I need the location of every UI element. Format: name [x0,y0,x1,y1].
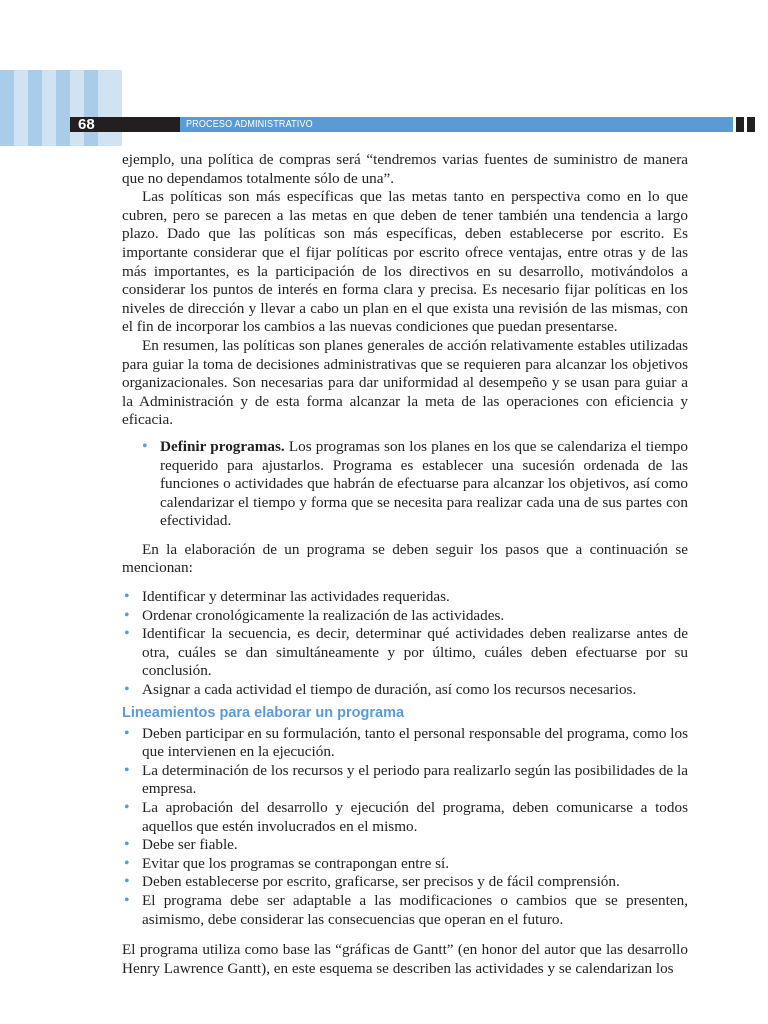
paragraph: ejemplo, una política de compras será “tendremos varias fuentes de suministro de manera que no dependamos totalmente sólo de una”. [122,151,688,187]
definition-item [160,438,688,531]
stripe [56,70,70,146]
steps-list [122,588,688,700]
stripe [98,70,122,146]
header-end-mark [747,117,755,132]
list-item: • Ordenar cronológicamente la realización de las actividades. [142,607,688,626]
running-head: PROCESO ADMINISTRATIVO [186,119,313,130]
page-body [122,151,688,978]
list-item: • La determinación de los recursos y el periodo para realizarlo según las posibilidades de la empresa. [142,762,688,799]
paragraph: En resumen, las políticas son planes generales de acción relativamente estables utilizadas para guiar la toma de decisiones administrativas que se requieren para alcanzar los objetivos organizacionales. Son necesarias para dar uniformidad al desempeño y se usan para guiar a la Administración y de esta forma alcanzar la meta de las operaciones con eficiencia y eficacia. [122,336,688,429]
list-item: • El programa debe ser adaptable a las modificaciones o cambios que se presenten, asimismo, debe considerar las consecuencias que operan en el futuro. [142,892,688,929]
list-item: • Deben participar en su formulación, tanto el personal responsable del programa, como los que intervienen en la ejecución. [142,725,688,762]
page-number: 68 [78,116,95,133]
definition-text: Los programas son los planes en los que se calendariza el tiempo requerido para ajustarlos. Programa es establecer una sucesión ordenada de las funciones o actividades que habrán de efectuarse para alcanzar los objetivos, así como calendarizar el tiempo y forma que se necesita para realizar cada una de sus partes con efectividad. [160,437,688,530]
list-item: • La aprobación del desarrollo y ejecución del programa, deben comunicarse a todos aquellos que estén involucrados en el mismo. [142,799,688,836]
stripe [84,70,98,146]
header-bar [70,117,685,132]
list-item: • Evitar que los programas se contrapongan entre sí. [142,855,688,874]
list-item: • Identificar la secuencia, es decir, determinar qué actividades deben realizarse antes de otra, cuáles se dan simultáneamente y por último, cuáles deben efectuarse por su conclusión. [142,625,688,681]
section-heading: Lineamientos para elaborar un programa [122,704,405,721]
list-item: • Debe ser fiable. [142,836,688,855]
stripe [28,70,42,146]
stripe [14,70,28,146]
paragraph: El programa utiliza como base las “gráficas de Gantt” (en honor del autor que las desarrollo Henry Lawrence Gantt), en este esquema se describen las actividades y se calendarizan los [122,941,688,977]
list-item: • Asignar a cada actividad el tiempo de duración, así como los recursos necesarios. [142,681,688,700]
header-end-mark [736,117,744,132]
stripe [0,70,14,146]
definition-list [122,438,688,531]
paragraph: En la elaboración de un programa se deben seguir los pasos que a continuación se mencionan: [122,540,688,577]
stripe [42,70,56,146]
definition-term: Definir programas. [160,437,285,455]
guidelines-list [122,725,688,930]
list-item: • Deben establecerse por escrito, graficarse, ser precisos y de fácil comprensión. [142,873,688,892]
decorative-stripes [0,70,122,146]
paragraph: Las políticas son más específicas que las metas tanto en perspectiva como en lo que cubren, pero se parecen a las metas en que deben de tener también una tendencia a largo plazo. Dado que las políticas son más específicas, deben establecerse por escrito. Es importante considerar que el fijar políticas por escrito ofrece ventajas, entre otras y de las más importantes, es la participación de los directivos en su desarrollo, motivándolos a considerar los puntos de interés en forma clara y precisa. Es necesario fijar políticas en los niveles de dirección y llevar a cabo un plan en el que exista una revisión de las mismas, con el fin de incorporar los cambios a las nuevas condiciones que puedan presentarse. [122,188,688,336]
stripe [70,70,84,146]
list-item: • Identificar y determinar las actividades requeridas. [142,588,688,607]
